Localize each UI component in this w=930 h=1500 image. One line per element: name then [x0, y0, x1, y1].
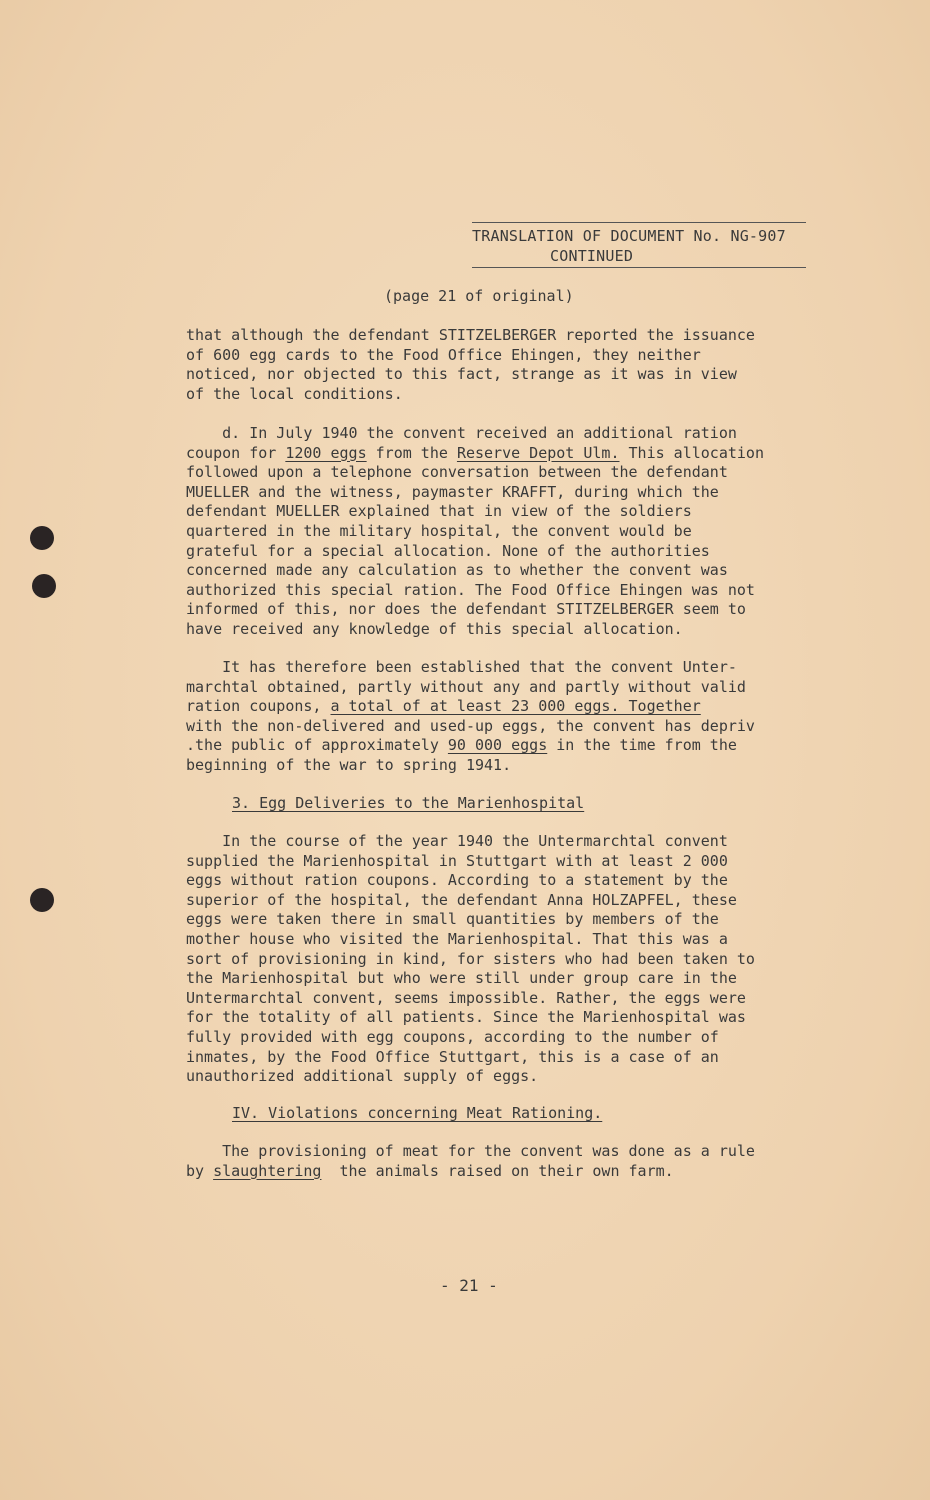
punch-hole-middle: [32, 574, 56, 598]
text-line: In the course of the year 1940 the Untermarchtal convent: [186, 832, 728, 850]
text-span: in the time from the: [547, 736, 737, 755]
text-line: [186, 697, 806, 717]
text-line: sort of provisioning in kind, for sisters who had been taken to: [186, 949, 755, 968]
text-line: Untermarchtal convent, seems impossible. Rather, the eggs were: [186, 988, 746, 1007]
page-number: - 21 -: [440, 1276, 498, 1295]
paragraph-5: [186, 1142, 806, 1181]
text-line: [186, 736, 806, 756]
text-line: have received any knowledge of this special allocation.: [186, 619, 683, 638]
text-span: ration coupons,: [186, 697, 331, 716]
text-line: It has therefore been established that the convent Unter-: [186, 658, 737, 676]
text-line: of 600 egg cards to the Food Office Ehingen, they neither: [186, 345, 701, 364]
text-span: the animals raised on their own farm.: [321, 1161, 674, 1180]
text-line: d. In July 1940 the convent received an additional ration: [186, 424, 737, 442]
text-line: defendant MUELLER explained that in view of the soldiers: [186, 502, 692, 521]
paragraph-2: [186, 424, 806, 640]
text-line: followed upon a telephone conversation between the defendant: [186, 463, 728, 482]
text-line: marchtal obtained, partly without any and partly without valid: [186, 677, 746, 696]
text-line: quartered in the military hospital, the convent would be: [186, 521, 692, 540]
section-heading-meat-rationing: IV. Violations concerning Meat Rationing.: [232, 1104, 603, 1122]
text-line: MUELLER and the witness, paymaster KRAFFT, during which the: [186, 482, 719, 501]
text-span: This allocation: [619, 443, 764, 462]
text-line: concerned made any calculation as to whether the convent was: [186, 561, 728, 580]
punch-hole-top: [30, 526, 54, 550]
page-reference: (page 21 of original): [384, 287, 574, 305]
text-line: inmates, by the Food Office Stuttgart, this is a case of an: [186, 1047, 719, 1066]
header-rule-top: [472, 222, 806, 223]
header-subtitle: CONTINUED: [550, 247, 634, 265]
underlined-approx-eggs: 90 000 eggs: [447, 736, 548, 755]
text-line: mother house who visited the Marienhospital. That this was a: [186, 929, 728, 948]
header-title: TRANSLATION OF DOCUMENT No. NG-907: [472, 227, 786, 245]
text-line: noticed, nor objected to this fact, strange as it was in view: [186, 365, 737, 384]
text-span: from the: [366, 443, 457, 462]
text-line: beginning of the war to spring 1941.: [186, 755, 512, 774]
underlined-total-eggs: a total of at least 23 000 eggs. Together: [330, 697, 701, 716]
text-line: eggs were taken there in small quantities by members of the: [186, 910, 719, 929]
text-line: supplied the Marienhospital in Stuttgart with at least 2 000: [186, 851, 728, 870]
text-line: superior of the hospital, the defendant Anna HOLZAPFEL, these: [186, 890, 737, 909]
text-line: unauthorized additional supply of eggs.: [186, 1067, 539, 1086]
text-line: authorized this special ration. The Food Office Ehingen was not: [186, 580, 755, 599]
text-line: that although the defendant STITZELBERGER reported the issuance: [186, 326, 755, 344]
document-header: [472, 222, 806, 268]
text-line: the Marienhospital but who were still under group care in the: [186, 969, 737, 988]
paragraph-3: [186, 658, 806, 776]
text-line: fully provided with egg coupons, according to the number of: [186, 1027, 719, 1046]
underlined-eggs-amount: 1200 eggs: [285, 443, 367, 462]
text-span: by: [186, 1161, 214, 1180]
text-span: .the public of approximately: [186, 736, 448, 755]
underlined-reserve-depot: Reserve Depot Ulm.: [456, 443, 620, 462]
text-line: of the local conditions.: [186, 384, 403, 403]
paragraph-1: [186, 326, 806, 404]
text-line: [186, 444, 806, 464]
paragraph-4: [186, 832, 806, 1087]
header-rule-bottom: [472, 267, 806, 268]
text-line: informed of this, nor does the defendant STITZELBERGER seem to: [186, 600, 746, 619]
text-line: [186, 1162, 806, 1182]
text-line: for the totality of all patients. Since the Marienhospital was: [186, 1008, 746, 1027]
section-heading-egg-deliveries: 3. Egg Deliveries to the Marienhospital: [232, 794, 585, 812]
text-span: coupon for: [186, 443, 286, 462]
punch-hole-bottom: [30, 888, 54, 912]
text-line: with the non-delivered and used-up eggs, the convent has depriv: [186, 716, 755, 735]
text-line: The provisioning of meat for the convent was done as a rule: [186, 1142, 755, 1160]
text-line: grateful for a special allocation. None of the authorities: [186, 541, 710, 560]
text-line: eggs without ration coupons. According to a statement by the: [186, 871, 728, 890]
underlined-slaughtering: slaughtering: [213, 1161, 322, 1180]
